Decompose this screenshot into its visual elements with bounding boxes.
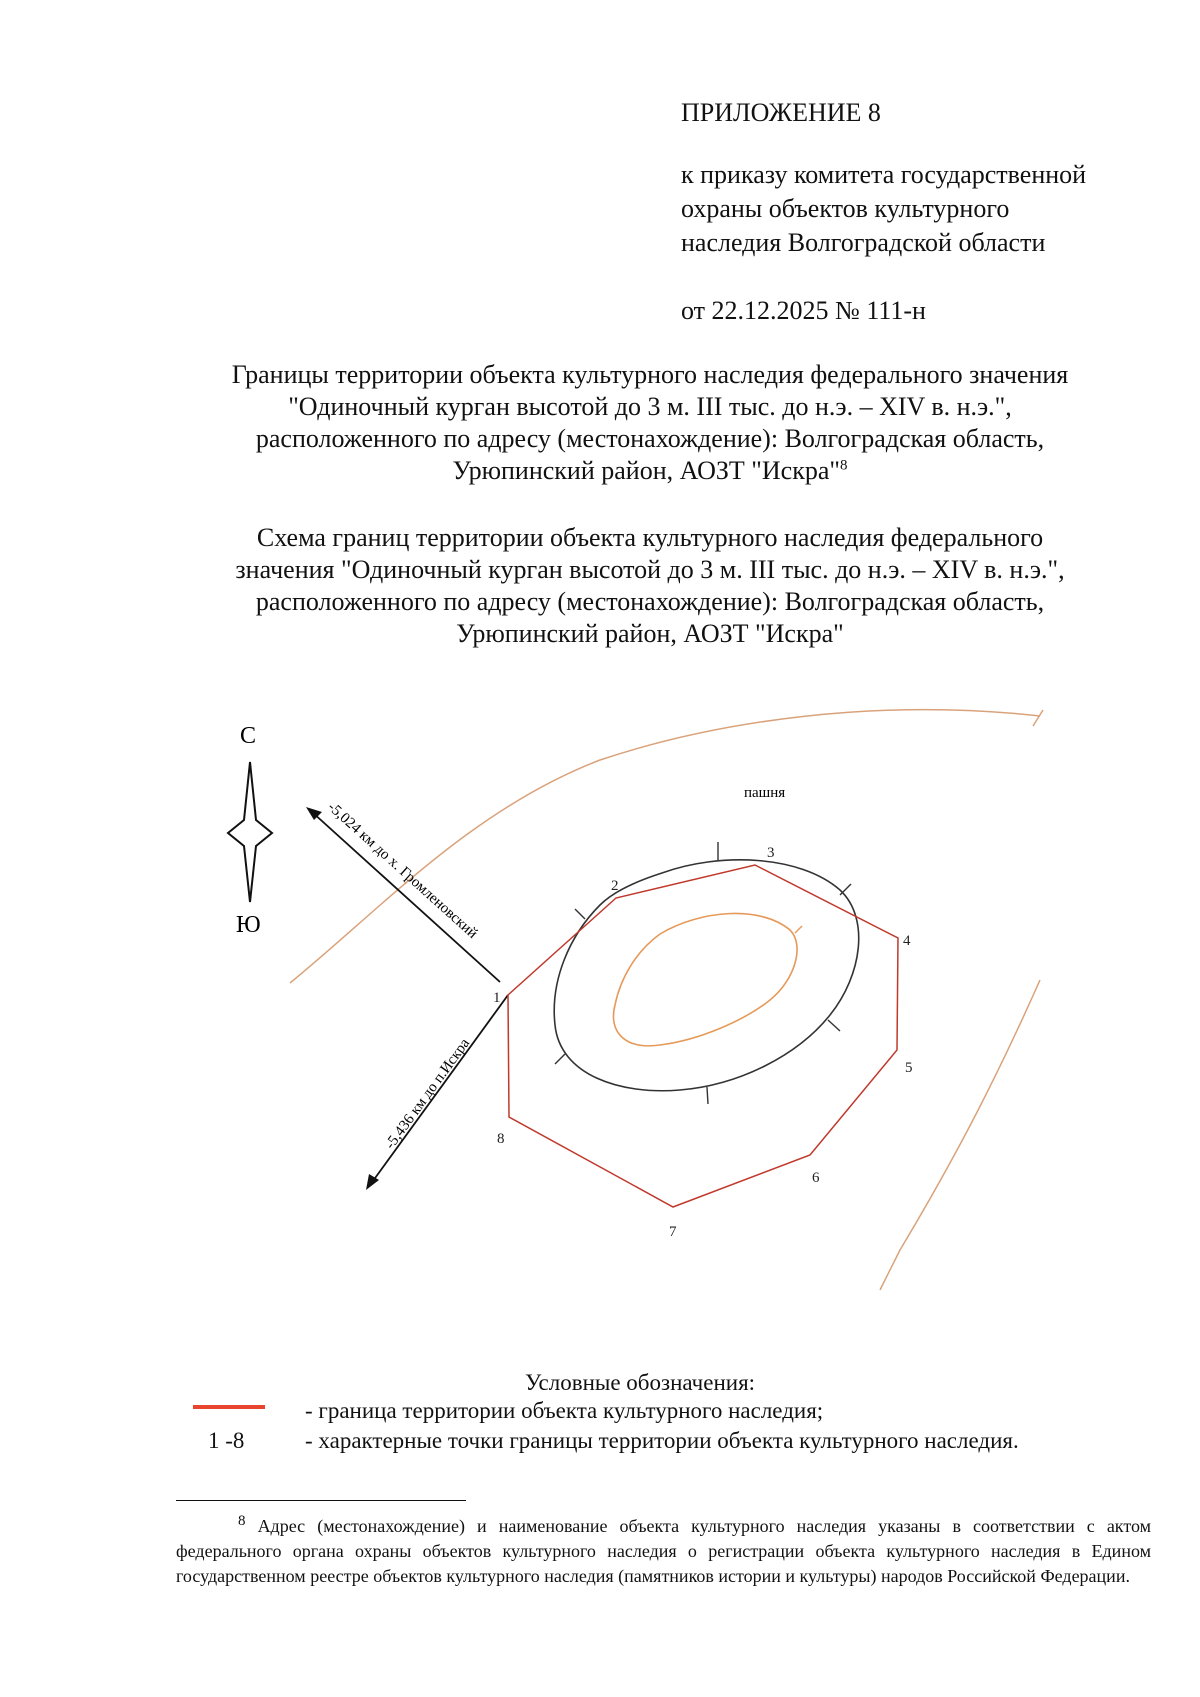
- direction-arrow-sw: [366, 995, 508, 1190]
- compass-south-label: Ю: [236, 912, 261, 938]
- appendix-date: от 22.12.2025 № 111-н: [681, 296, 926, 325]
- footnote-divider: [176, 1500, 466, 1501]
- boundary-point-labels: [493, 845, 913, 1240]
- appendix-line-2: охраны объектов культурного: [681, 194, 1010, 223]
- boundary-point-7: 7: [669, 1224, 677, 1240]
- heading1-line-2: "Одиночный курган высотой до 3 м. III тыс. до н.э. – XIV в. н.э.",: [288, 392, 1012, 421]
- heading2-line-4: Урюпинский район, АОЗТ "Искра": [456, 619, 844, 648]
- direction-arrow-nw: [306, 799, 500, 982]
- field-edge-curve: [290, 710, 1040, 983]
- footnote: [176, 1514, 1151, 1589]
- direction-label-nw: -5,024 км до х. Громленовский: [324, 799, 481, 942]
- scheme-heading: [150, 522, 1150, 650]
- heading1-line-1: Границы территории объекта культурного наследия федерального значения: [231, 360, 1069, 389]
- heading2-line-1: Схема границ территории объекта культурного наследия федерального: [256, 523, 1044, 552]
- inner-contour-tick: [795, 926, 802, 933]
- legend-title: Условные обозначения:: [525, 1370, 756, 1395]
- footnote-mark: 8: [238, 1513, 246, 1529]
- legend-item-points: - характерные точки границы территории объекта культурного наследия.: [305, 1428, 1019, 1453]
- field-edge-tick: [1033, 710, 1043, 726]
- boundary-point-2: 2: [611, 878, 619, 894]
- road-curve: [880, 980, 1040, 1290]
- field-label: пашня: [744, 785, 786, 801]
- heading2-line-3: расположенного по адресу (местонахождение): Волгоградская область,: [255, 587, 1045, 616]
- boundaries-heading: [150, 359, 1150, 487]
- boundary-point-4: 4: [903, 933, 911, 949]
- appendix-line-3: наследия Волгоградской области: [681, 228, 1046, 257]
- footnote-reference[interactable]: 8: [840, 457, 848, 474]
- direction-label-sw: -5,436 км до п.Искра: [382, 1035, 474, 1153]
- heading1-line-4: [150, 455, 1150, 487]
- footnote-text: Адрес (местонахождение) и наименование объекта культурного наследия указаны в соответствии с актом федерального органа охраны объектов культурного наследия о регистрации объекта культурного наследия в Едином государственном реестре объектов культурного наследия (памятников истории и культуры) народов Российской Федерации.: [176, 1516, 1151, 1586]
- boundary-point-8: 8: [497, 1131, 505, 1147]
- legend-boundary-line: [193, 1405, 265, 1409]
- kurgan-inner-contour: [613, 913, 797, 1045]
- boundary-point-3: 3: [767, 845, 775, 861]
- boundary-point-1: 1: [493, 990, 501, 1006]
- appendix-block: [681, 96, 1181, 328]
- heading2-line-2: значения "Одиночный курган высотой до 3 м. III тыс. до н.э. – XIV в. н.э.",: [235, 555, 1065, 584]
- boundary-scheme-map: [0, 690, 1200, 1310]
- hachure-ticks: [555, 842, 851, 1104]
- legend-points-code: 1 -8: [208, 1428, 245, 1453]
- boundary-point-6: 6: [812, 1170, 820, 1186]
- heading1-line-3: расположенного по адресу (местонахождение): Волгоградская область,: [255, 424, 1045, 453]
- compass-icon: [228, 723, 272, 938]
- appendix-line-1: к приказу комитета государственной: [681, 160, 1087, 189]
- boundary-point-5: 5: [905, 1060, 913, 1076]
- compass-north-label: С: [240, 723, 257, 749]
- heading1-line-4-text: Урюпинский район, АОЗТ "Искра": [452, 456, 841, 485]
- appendix-title: ПРИЛОЖЕНИЕ 8: [681, 98, 881, 127]
- legend-item-boundary: - граница территории объекта культурного наследия;: [305, 1398, 824, 1423]
